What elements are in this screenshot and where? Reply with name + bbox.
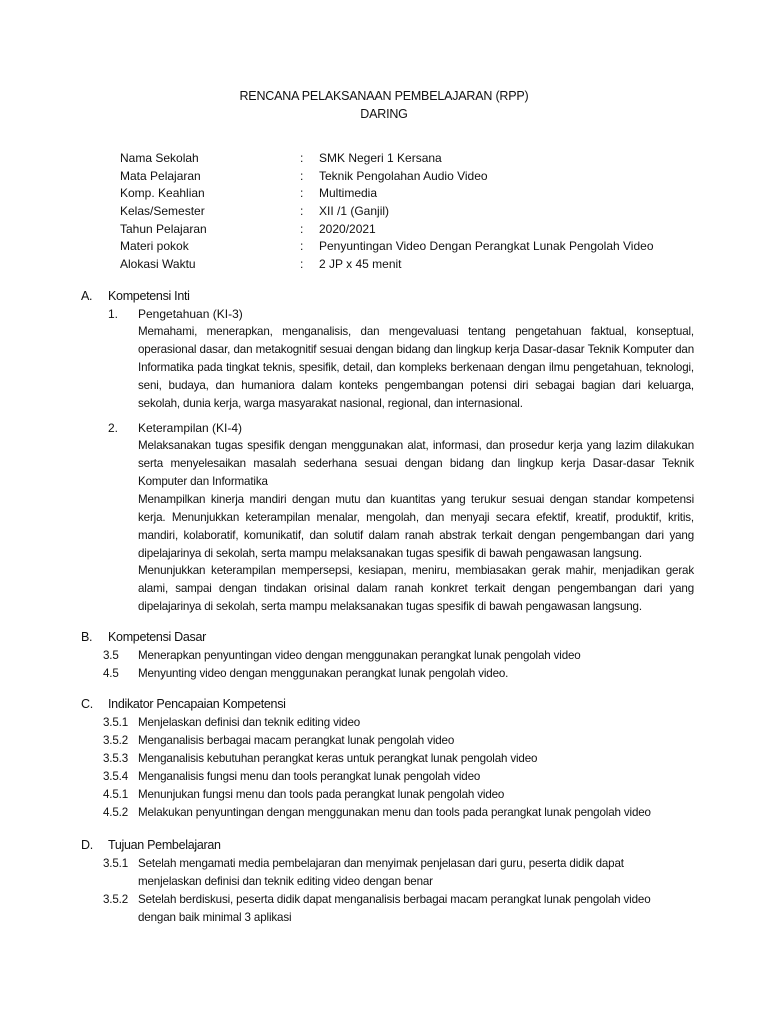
list-item (103, 665, 703, 683)
document-title: RENCANA PELAKSANAAN PEMBELAJARAN (RPP) (239, 89, 529, 103)
identity-label: Mata Pelajaran (120, 168, 201, 183)
list-item-text: Menerapkan penyuntingan video dengan menggunakan perangkat lunak pengolah video (138, 649, 581, 662)
identity-row (120, 185, 720, 203)
kd-list (103, 647, 703, 683)
identity-row (120, 256, 720, 274)
section-title: Indikator Pencapaian Kompetensi (108, 697, 286, 711)
identity-row (120, 150, 720, 168)
list-item (103, 855, 668, 891)
section-title: Kompetensi Inti (108, 289, 190, 303)
section-title: Tujuan Pembelajaran (108, 838, 221, 852)
identity-row (120, 203, 720, 221)
identity-separator: : (300, 186, 304, 201)
list-item-number: 3.5.1 (103, 716, 129, 729)
ki4-paragraph: Menampilkan kinerja mandiri dengan mutu dan kuantitas yang terukur sesuai dengan standar kompetensi kerja. Menunjukkan keterampilan menalar, mengolah, dan menyaji secara efektif, kreatif, produktif, kritis, mandiri, kolaboratif, komunikatif, dan solutif dalam ranah abstrak terkait dengan pengembangan dari yang dipelajarinya di sekolah, serta mampu melaksanakan tugas spesifik di bawah pengawasan langsung. (138, 493, 694, 560)
identity-separator: : (300, 239, 304, 254)
list-item-text: Setelah mengamati media pembelajaran dan menyimak penjelasan dari guru, peserta didik dapat menjelaskan definisi dan teknik editing video dengan benar (138, 857, 624, 888)
item-number: 1. (108, 307, 119, 321)
list-item-text: Menunjukan fungsi menu dan tools pada perangkat lunak pengolah video (138, 788, 505, 801)
section-letter: B. (81, 630, 93, 644)
list-item-number: 3.5.4 (103, 770, 129, 783)
identity-separator: : (300, 151, 304, 165)
identity-label: Materi pokok (120, 239, 189, 254)
list-item-number: 3.5 (103, 649, 119, 662)
ki3-paragraph: Memahami, menerapkan, menganalisis, dan mengevaluasi tentang pengetahuan faktual, konseptual, operasional dasar, dan metakognitif sesuai dengan bidang dan lingkup kerja Dasar-dasar Teknik Komputer dan Informatika pada tingkat teknis, spesifik, detail, dan kompleks berkenaan dengan ilmu pengetahuan, teknologi, seni, budaya, dan humaniora dalam konteks pengembangan potensi diri sebagai bagian dari keluarga, sekolah, dunia kerja, warga masyarakat nasional, regional, dan internasional. (138, 325, 694, 410)
ki4-paragraph: Melaksanakan tugas spesifik dengan menggunakan alat, informasi, dan prosedur kerja yang lazim dilakukan serta menyelesaikan masalah sederhana sesuai dengan bidang dan lingkup kerja Dasar-dasar Teknik Komputer dan Informatika (138, 439, 694, 488)
document-subtitle: DARING (360, 107, 408, 121)
section-title: Kompetensi Dasar (108, 630, 207, 644)
section-letter: C. (81, 697, 93, 711)
identity-label: Komp. Keahlian (120, 186, 205, 201)
identity-label: Kelas/Semester (120, 204, 205, 219)
identity-separator: : (300, 168, 304, 183)
list-item (103, 768, 703, 786)
list-item (103, 891, 668, 927)
list-item-number: 4.5.1 (103, 788, 129, 801)
identity-row (120, 168, 720, 186)
tujuan-list (103, 855, 668, 927)
list-item-text: Melakukan penyuntingan dengan menggunakan menu dan tools pada perangkat lunak pengolah video (138, 806, 651, 819)
section-d-heading (81, 838, 221, 852)
identity-separator: : (300, 204, 304, 219)
section-c-heading (81, 697, 286, 711)
item-number: 2. (108, 421, 119, 435)
list-item (103, 714, 703, 732)
identity-value: 2020/2021 (319, 221, 376, 236)
list-item (103, 786, 703, 804)
list-item-text: Menganalisis berbagai macam perangkat lunak pengolah video (138, 734, 455, 747)
item-heading: Keterampilan (KI-4) (138, 421, 243, 435)
section-letter: D. (81, 838, 93, 852)
list-item-number: 3.5.1 (103, 857, 129, 870)
section-letter: A. (81, 289, 93, 303)
identity-label: Nama Sekolah (120, 151, 199, 165)
identity-value: 2 JP x 45 menit (319, 257, 402, 272)
list-item-text: Menganalisis fungsi menu dan tools perangkat lunak pengolah video (138, 770, 481, 783)
list-item (103, 804, 703, 822)
list-item (103, 750, 703, 768)
list-item-number: 4.5 (103, 667, 119, 680)
identity-separator: : (300, 257, 304, 272)
identity-value: Multimedia (319, 186, 378, 201)
list-item-number: 4.5.2 (103, 806, 129, 819)
section-a-heading (81, 289, 190, 303)
identity-value: Teknik Pengolahan Audio Video (319, 168, 488, 183)
identity-row (120, 238, 720, 256)
section-b-heading (81, 630, 206, 644)
list-item-number: 3.5.2 (103, 734, 129, 747)
list-item-text: Menganalisis kebutuhan perangkat keras untuk perangkat lunak pengolah video (138, 752, 538, 765)
list-item-text: Setelah berdiskusi, peserta didik dapat menganalisis berbagai macam perangkat lunak pengolah video dengan baik minimal 3 aplikasi (138, 893, 651, 924)
identity-label: Tahun Pelajaran (120, 221, 207, 236)
list-item-number: 3.5.2 (103, 893, 129, 906)
identity-separator: : (300, 221, 304, 236)
list-item-number: 3.5.3 (103, 752, 129, 765)
identity-value: Penyuntingan Video Dengan Perangkat Lunak Pengolah Video (319, 239, 654, 254)
ki4-paragraph: Menunjukkan keterampilan mempersepsi, kesiapan, meniru, membiasakan gerak mahir, menjadikan gerak alami, sampai dengan tindakan orisinal dalam ranah konkret terkait dengan pengembangan dari yang dipelajarinya di sekolah, serta mampu melaksanakan tugas spesifik di bawah pengawasan langsung. (138, 564, 694, 613)
ipk-list (103, 714, 703, 822)
identity-table (120, 150, 720, 274)
list-item-text: Menyunting video dengan menggunakan perangkat lunak pengolah video. (138, 667, 509, 680)
item-heading: Pengetahuan (KI-3) (138, 307, 243, 321)
identity-row (120, 221, 720, 239)
identity-value: XII /1 (Ganjil) (319, 204, 390, 219)
identity-label: Alokasi Waktu (120, 257, 196, 272)
list-item (103, 647, 703, 665)
list-item (103, 732, 703, 750)
list-item-text: Menjelaskan definisi dan teknik editing video (138, 716, 361, 729)
identity-value: SMK Negeri 1 Kersana (319, 151, 442, 165)
